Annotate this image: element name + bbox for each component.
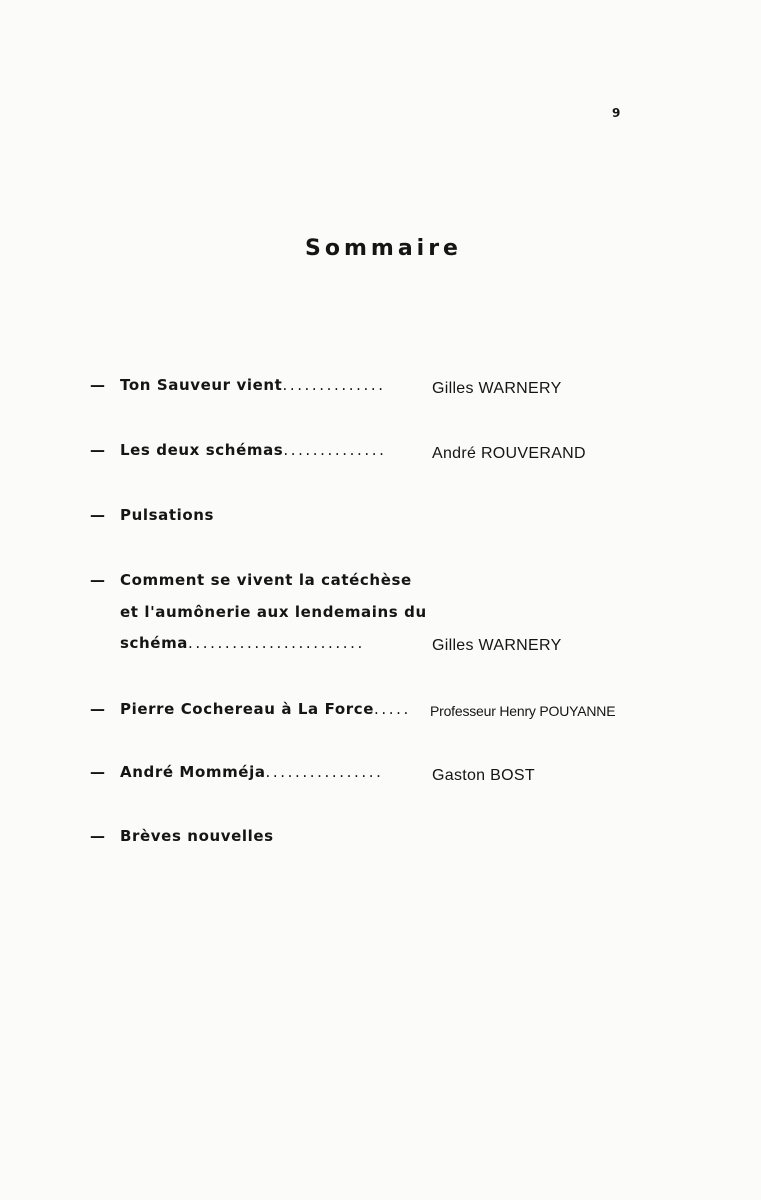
entry-title: André Momméja................ [120,763,384,781]
dot-leader: ........................ [188,634,365,652]
entry-author: Gaston BOST [432,767,535,784]
entry-title: Ton Sauveur vient.............. [120,376,386,394]
entry-title-line-3: schéma........................ [120,634,365,652]
entry-author: André ROUVERAND [432,445,586,462]
entry-dash: — [90,506,105,524]
entry-title: Pierre Cochereau à La Force..... [120,700,411,718]
entry-dash: — [90,376,105,394]
dot-leader: .............. [282,376,386,394]
entry-dash: — [90,571,105,589]
entry-title: Les deux schémas.............. [120,441,387,459]
page-title: Sommaire [305,236,462,261]
entry-title: Brèves nouvelles [120,827,274,845]
dot-leader: ..... [374,700,411,718]
page-number: 9 [612,106,621,120]
entry-author: Gilles WARNERY [432,637,562,654]
entry-dash: — [90,700,105,718]
entry-author: Professeur Henry POUYANNE [430,703,616,719]
entry-dash: — [90,827,105,845]
dot-leader: .............. [283,441,387,459]
entry-title-line-1: Comment se vivent la catéchèse [120,571,412,589]
entry-title-line-2: et l'aumônerie aux lendemains du [120,603,427,621]
entry-dash: — [90,441,105,459]
dot-leader: ................ [265,763,384,781]
entry-author: Gilles WARNERY [432,380,562,397]
entry-title: Pulsations [120,506,215,524]
entry-dash: — [90,763,105,781]
